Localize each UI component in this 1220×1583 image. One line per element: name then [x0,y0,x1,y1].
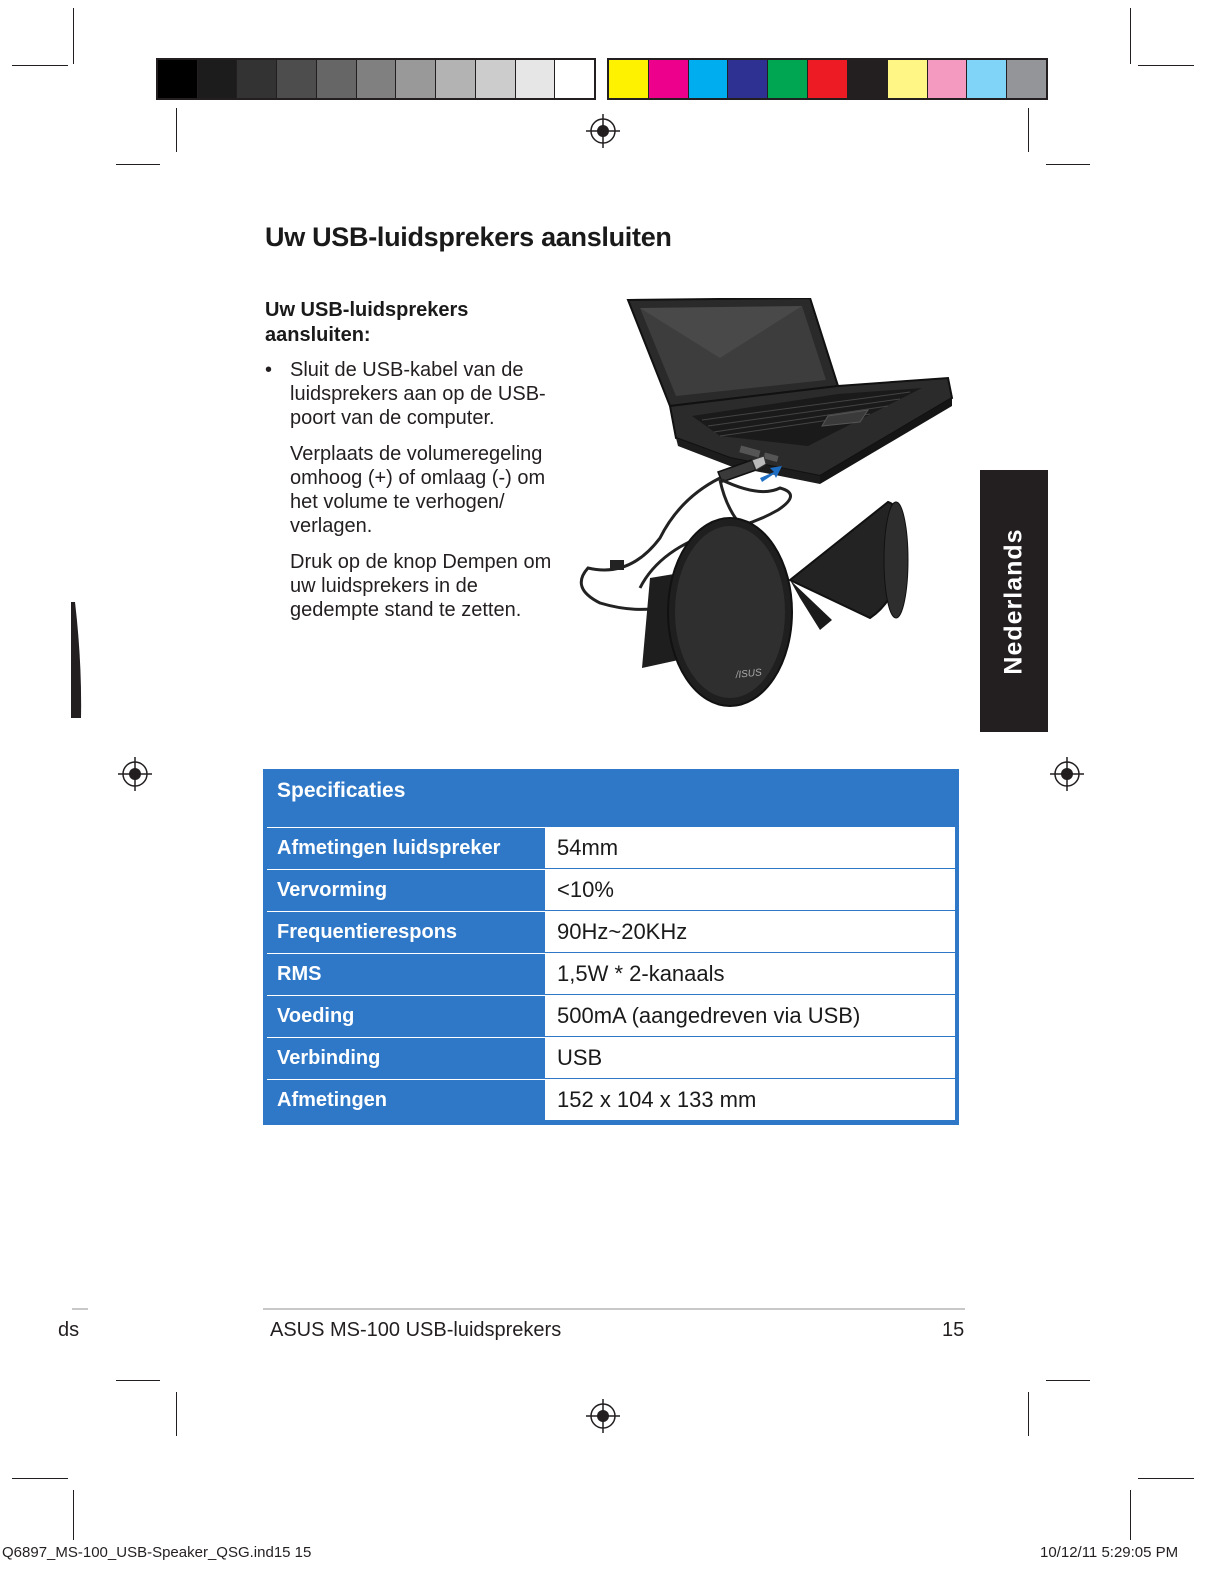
language-tab [980,470,1048,732]
spec-label: Afmetingen [277,1089,387,1111]
spec-value: 1,5W * 2-kanaals [545,954,955,995]
spec-label: Vervorming [277,879,388,901]
crop-mark [12,1478,68,1479]
table-title: Specificaties [277,779,406,802]
table-body [267,827,955,1121]
color-swatch [476,60,516,98]
crop-mark [73,8,74,64]
registration-mark-icon [586,1399,620,1433]
language-tab-label: Nederlands [999,527,1028,675]
bullet-icon: • [265,359,273,381]
color-swatch [436,60,476,98]
color-swatch [516,60,556,98]
color-swatch [768,60,808,98]
color-swatch [888,60,928,98]
crop-mark [1130,8,1131,64]
crop-mark [1046,1380,1090,1381]
table-row [267,827,955,869]
color-swatch [609,60,649,98]
spec-value: <10% [545,870,955,911]
page-title: Uw USB-luidsprekers aansluiten [265,222,672,252]
crop-mark [12,65,68,66]
crop-mark [1028,108,1029,152]
specifications-table [263,769,959,1125]
crop-mark [116,1380,160,1381]
registration-mark-icon [586,114,620,148]
color-swatch [649,60,689,98]
spec-label: RMS [277,963,322,985]
print-slug-filename: Q6897_MS-100_USB-Speaker_QSG.ind15 15 [2,1544,312,1561]
list-item [265,358,565,430]
crop-mark [116,164,160,165]
spec-label: Verbinding [277,1047,381,1069]
print-slug-timestamp: 10/12/11 5:29:05 PM [1040,1544,1179,1561]
laptop-speakers-illustration [570,298,980,710]
color-swatch [317,60,357,98]
color-swatch [277,60,317,98]
step-text: Druk op de knop Dempen om uw luidsprekers in de gedempte stand te zetten. [290,551,552,621]
color-swatch [158,60,198,98]
color-swatch [237,60,277,98]
footer-rule [263,1308,965,1310]
table-row [267,1037,955,1079]
color-swatch [848,60,888,98]
table-row [267,869,955,911]
crop-mark [73,1490,74,1540]
crop-mark [1130,1490,1131,1540]
crop-mark [1138,65,1194,66]
table-row [267,995,955,1037]
spec-label: Frequentierespons [277,921,458,943]
page-number: 15 [942,1319,965,1341]
section-subheading: Uw USB-luidsprekers aansluiten: [265,299,469,346]
color-swatch [1007,60,1046,98]
color-calibration-bar [607,58,1048,100]
color-swatch [689,60,729,98]
step-text: Sluit de USB-kabel van de luidsprekers aan op de USB-poort van de computer. [290,359,546,429]
footer-title: ASUS MS-100 USB-luidsprekers [270,1319,562,1341]
color-swatch [967,60,1007,98]
color-swatch [928,60,968,98]
color-swatch [808,60,848,98]
color-swatch [198,60,238,98]
spec-value: USB [545,1038,955,1079]
footer-rule [72,1308,88,1310]
adjacent-page-tab-edge [71,602,82,718]
spec-value: 54mm [545,828,955,869]
spec-label: Afmetingen luidspreker [277,837,501,859]
crop-mark [1138,1478,1194,1479]
color-swatch [555,60,594,98]
crop-mark [1046,164,1090,165]
table-row [267,953,955,995]
registration-mark-icon [1050,757,1084,791]
crop-mark [176,1392,177,1436]
adjacent-page-footer-fragment: ds [58,1319,80,1341]
color-swatch [357,60,397,98]
table-row [267,911,955,953]
gray-calibration-bar [156,58,596,100]
registration-mark-icon [118,757,152,791]
instruction-list [265,358,565,634]
table-row [267,1079,955,1121]
spec-value: 90Hz~20KHz [545,912,955,953]
color-swatch [396,60,436,98]
crop-mark [1028,1392,1029,1436]
spec-value: 500mA (aangedreven via USB) [545,996,955,1037]
spec-value: 152 x 104 x 133 mm [545,1080,955,1121]
spec-label: Voeding [277,1005,355,1027]
brand-logo: /ISUS [735,667,763,681]
step-text: Verplaats de volumeregeling omhoog (+) of omlaag (-) om het volume te verhogen/ verlagen. [290,443,546,537]
color-swatch [728,60,768,98]
crop-mark [176,108,177,152]
